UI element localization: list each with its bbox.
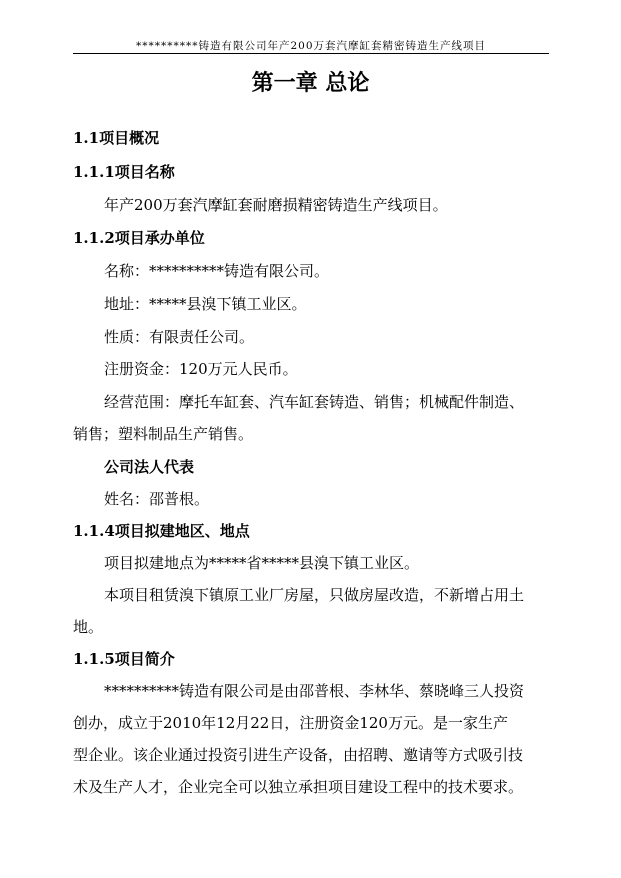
company-address-text: 地址：*****县溴下镇工业区。 [104,295,307,313]
legal-rep-name-text: 姓名：邵普根。 [104,490,210,508]
section-heading-1-1-2: 1.1.2项目承办单位 [73,229,205,247]
header-rule [73,53,549,54]
site-line-3: 地。 [73,618,104,636]
site-line-1: 项目拟建地点为*****省*****县溴下镇工业区。 [104,554,420,572]
legal-rep-heading: 公司法人代表 [104,458,195,476]
section-heading-1-1: 1.1项目概况 [73,129,160,147]
section-heading-1-1-4: 1.1.4项目拟建地区、地点 [73,522,250,540]
intro-line-1: **********铸造有限公司是由邵普根、李林华、蔡晓峰三人投资 [104,682,525,700]
business-scope-line-1: 经营范围：摩托车缸套、汽车缸套铸造、销售；机械配件制造、 [104,393,525,411]
intro-line-3: 型企业。该企业通过投资引进生产设备，由招聘、邀请等方式吸引技 [73,746,524,764]
site-line-2: 本项目租赁溴下镇原工业厂房屋，只做房屋改造，不新增占用土 [104,586,525,604]
intro-line-4: 术及生产人才，企业完全可以独立承担项目建设工程中的技术要求。 [73,778,524,796]
company-name-text: 名称：**********铸造有限公司。 [104,262,330,280]
section-heading-1-1-1: 1.1.1项目名称 [73,163,175,181]
company-type-text: 性质：有限责任公司。 [104,328,255,346]
project-name-text: 年产200万套汽摩缸套耐磨损精密铸造生产线项目。 [104,196,448,214]
chapter-title: 第一章 总论 [251,70,370,96]
section-heading-1-1-5: 1.1.5项目简介 [73,650,175,668]
running-header: **********铸造有限公司年产200万套汽摩缸套精密铸造生产线项目 [135,40,487,52]
intro-line-2: 创办，成立于2010年12月22日，注册资金120万元。是一家生产 [73,714,508,732]
business-scope-line-2: 销售；塑料制品生产销售。 [73,425,254,443]
registered-capital-text: 注册资金：120万元人民币。 [104,360,298,378]
